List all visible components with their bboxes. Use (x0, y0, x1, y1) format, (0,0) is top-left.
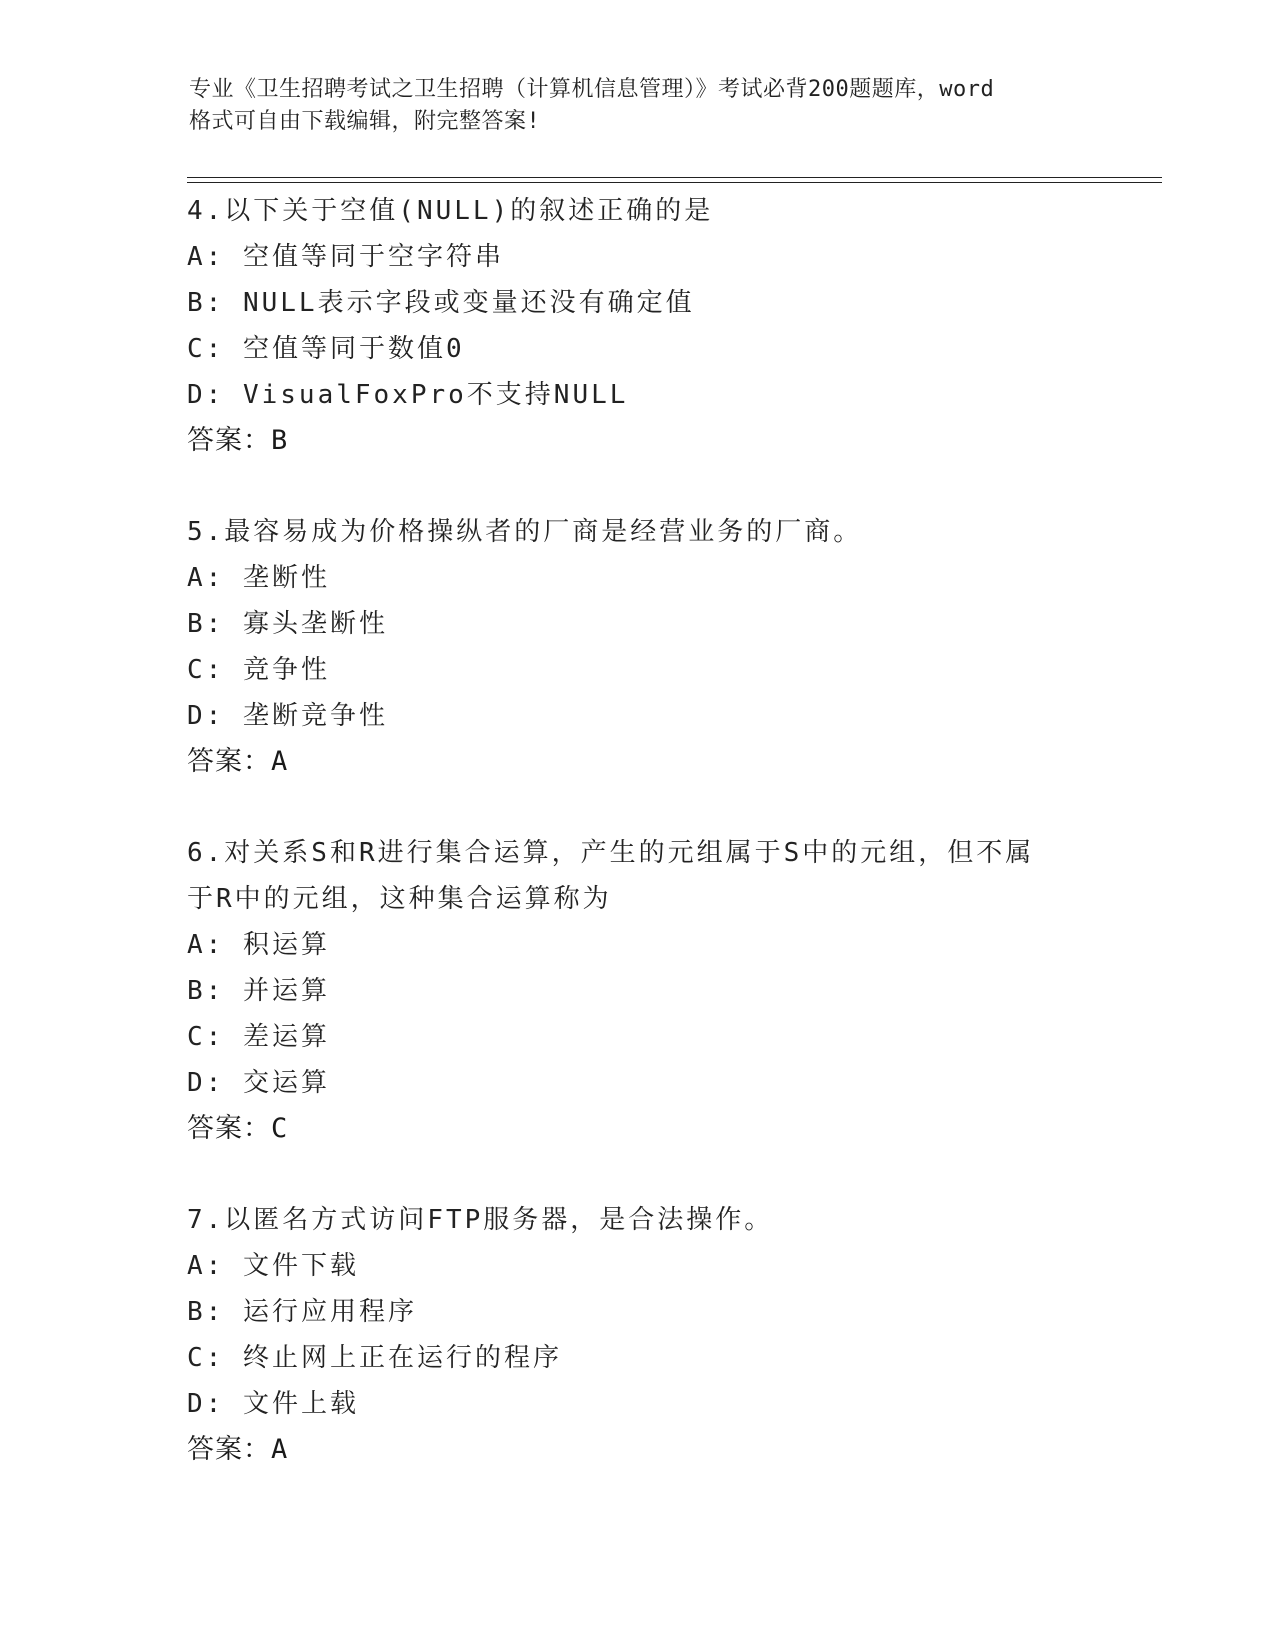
question-4 (187, 188, 1087, 464)
question-spacer (187, 464, 1087, 509)
option-c: C: 空值等同于数值0 (187, 334, 465, 364)
question-stem: 5.最容易成为价格操纵者的厂商是经营业务的厂商。 (187, 517, 863, 547)
option-b: B: 并运算 (187, 976, 330, 1006)
document-header (189, 74, 1089, 138)
header-line-1: 专业《卫生招聘考试之卫生招聘（计算机信息管理）》考试必背200题题库，word (189, 77, 995, 102)
header-divider-bottom (187, 182, 1162, 183)
question-stem-continued: 于R中的元组，这种集合运算称为 (187, 884, 612, 914)
question-stem: 7.以匿名方式访问FTP服务器，是合法操作。 (187, 1205, 774, 1235)
question-stem: 4.以下关于空值(NULL)的叙述正确的是 (187, 196, 714, 226)
option-d: D: 文件上载 (187, 1389, 359, 1419)
question-spacer (187, 1152, 1087, 1197)
option-a: A: 空值等同于空字符串 (187, 242, 504, 272)
option-c: C: 差运算 (187, 1022, 330, 1052)
option-c: C: 终止网上正在运行的程序 (187, 1343, 562, 1373)
header-divider-top (187, 177, 1162, 178)
question-5 (187, 509, 1087, 785)
question-6 (187, 830, 1087, 1152)
option-d: D: 垄断竞争性 (187, 701, 388, 731)
option-a: A: 积运算 (187, 930, 330, 960)
answer-label: 答案：A (187, 746, 289, 777)
question-list (187, 188, 1087, 1473)
option-b: B: 寡头垄断性 (187, 609, 388, 639)
option-b: B: 运行应用程序 (187, 1297, 417, 1327)
answer-label: 答案：A (187, 1434, 289, 1465)
answer-label: 答案：C (187, 1113, 289, 1144)
question-stem: 6.对关系S和R进行集合运算，产生的元组属于S中的元组，但不属 (187, 838, 1035, 868)
option-b: B: NULL表示字段或变量还没有确定值 (187, 288, 695, 318)
option-a: A: 文件下载 (187, 1251, 359, 1281)
option-a: A: 垄断性 (187, 563, 330, 593)
question-7 (187, 1197, 1087, 1473)
option-c: C: 竞争性 (187, 655, 330, 685)
header-line-2: 格式可自由下载编辑，附完整答案! (189, 109, 541, 134)
question-spacer (187, 785, 1087, 830)
answer-label: 答案：B (187, 425, 289, 456)
option-d: D: 交运算 (187, 1068, 330, 1098)
option-d: D: VisualFoxPro不支持NULL (187, 380, 629, 410)
